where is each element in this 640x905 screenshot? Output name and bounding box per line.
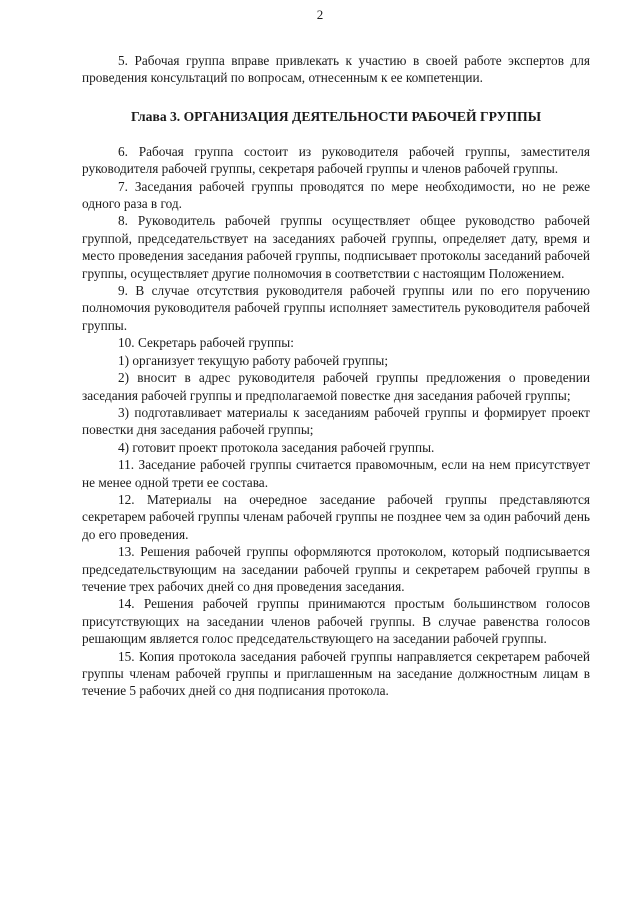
paragraph-9: 9. В случае отсутствия руководителя рабочей группы или по его поручению полномочия руководителя рабочей группы исполняет заместитель руководителя рабочей группы.: [82, 283, 590, 333]
paragraph-15: 15. Копия протокола заседания рабочей группы направляется секретарем рабочей группы членам рабочей группы и приглашенным на заседание должностным лицам в течение 5 рабочих дней со дня подписания протокола.: [82, 648, 590, 699]
paragraph-10-item-4: 4) готовит проект протокола заседания рабочей группы.: [118, 439, 435, 455]
paragraph-8: 8. Руководитель рабочей группы осуществляет общее руководство рабочей группой, председательствует на заседаниях рабочей группы, определяет дату, время и место проведения заседания рабочей группы, подписывает протоколы заседаний рабочей группы, осуществляет другие полномочия в соответствии с настоящим Положением.: [82, 213, 590, 281]
chapter-heading: Глава 3. ОРГАНИЗАЦИЯ ДЕЯТЕЛЬНОСТИ РАБОЧЕЙ ГРУППЫ: [130, 108, 542, 124]
paragraph-11: 11. Заседание рабочей группы считается правомочным, если на нем присутствует не менее одной трети ее состава.: [82, 457, 590, 490]
paragraph-10-item-2: 2) вносит в адрес руководителя рабочей группы предложения о проведении заседания рабочей группы и предполагаемой повестке дня заседания рабочей группы;: [82, 370, 590, 403]
paragraph-12: 12. Материалы на очередное заседание рабочей группы представляются секретарем рабочей группы членам рабочей группы не позднее чем за один рабочий день до его проведения.: [82, 491, 590, 542]
paragraph-10: 10. Секретарь рабочей группы:: [118, 335, 294, 351]
paragraph-14: 14. Решения рабочей группы принимаются простым большинством голосов присутствующих на заседании членов рабочей группы. В случае равенства голосов решающим является голос председательствующего на заседании рабочей группы.: [82, 596, 590, 647]
paragraph-6: 6. Рабочая группа состоит из руководителя рабочей группы, заместителя руководителя рабочей группы, секретаря рабочей группы и членов рабочей группы.: [82, 143, 590, 177]
paragraph-10-item-3: 3) подготавливает материалы к заседаниям рабочей группы и формирует проект повестки дня заседания рабочей группы;: [82, 404, 590, 438]
paragraph-7: 7. Заседания рабочей группы проводятся по мере необходимости, но не реже одного раза в год.: [82, 178, 590, 212]
document-body: [82, 52, 590, 700]
paragraph-5: 5. Рабочая группа вправе привлекать к участию в своей работе экспертов для проведения консультаций по вопросам, отнесенным к ее компетенции.: [82, 53, 590, 86]
paragraph-13: 13. Решения рабочей группы оформляются протоколом, который подписывается председательствующим на заседании рабочей группы и секретарем рабочей группы в течение трех рабочих дней со дня проведения заседания.: [82, 544, 590, 594]
paragraph-10-item-1: 1) организует текущую работу рабочей группы;: [118, 352, 389, 368]
page-number: 2: [316, 7, 324, 22]
